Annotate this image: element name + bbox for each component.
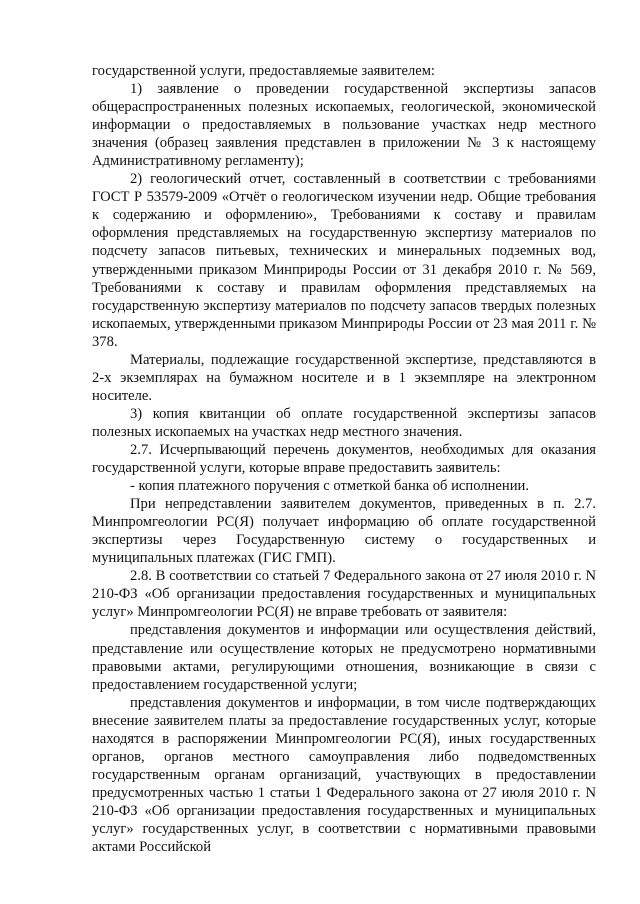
paragraph-item-3-receipt: 3) копия квитанции об оплате государственной экспертизы запасов полезных ископаемых на участках недр местного значения.: [92, 405, 596, 440]
document-page: [92, 62, 596, 856]
paragraph-requirement-2: представления документов и информации, в том числе подтверждающих внесение заявителем платы за предоставление государственных услуг, которые находятся в распоряжении Минпромгеологии РС(Я), иных государственных органов, органов местного самоуправления либо подведомственных государственным органам организаций, участвующих в предоставлении предусмотренных частью 1 статьи 1 Федерального закона от 27 июля 2010 г. N 210-ФЗ «Об организации предоставления государственных и муниципальных услуг» государственных услуг, в соответствии с нормативными правовыми актами Российской: [92, 694, 596, 856]
paragraph-intro: государственной услуги, предоставляемые заявителем:: [92, 63, 435, 79]
paragraph-item-2-geological-report: 2) геологический отчет, составленный в соответствии с требованиями ГОСТ Р 53579-2009 «Отчёт о геологическом изучении недр. Общие требования к содержанию и оформлению», Требованиями к составу и правилам оформления представляемых на государственную экспертизу материалов по подсчету запасов питьевых, технических и минеральных подземных вод, утвержденными приказом Минприроды России от 31 декабря 2010 г. № 569, Требованиями к составу и правилам оформления представляемых на государственную экспертизу материалов по подсчету запасов твердых полезных ископаемых, утвержденными приказом Минприроды России от 23 мая 2011 г. № 378.: [92, 171, 596, 350]
paragraph-payment-order: - копия платежного поручения с отметкой банка об исполнении.: [130, 478, 529, 495]
paragraph-section-2-8: 2.8. В соответствии со статьей 7 Федерального закона от 27 июля 2010 г. N 210-ФЗ «Об организации предоставления государственных и муниципальных услуг» Минпромгеологии РС(Я) не вправе требовать от заявителя:: [92, 568, 596, 621]
paragraph-item-1-application: 1) заявление о проведении государственной экспертизы запасов общераспространенных полезных ископаемых, геологической, экономической информации о предоставляемых в пользование участках недр местного значения (образец заявления представлен в приложении № 3 к настоящему Административному регламенту);: [92, 81, 596, 170]
paragraph-non-submission: При непредставлении заявителем документов, приведенных в п. 2.7. Минпромгеологии РС(Я) получает информацию об оплате государственной экспертизы через Государственную систему о государственных и муниципальных платежах (ГИС ГМП).: [92, 496, 596, 567]
paragraph-requirement-1: представления документов и информации или осуществления действий, представление или осуществление которых не предусмотрено нормативными правовыми актами, регулирующими отношения, возникающие в связи с предоставлением государственной услуги;: [92, 622, 596, 693]
paragraph-section-2-7: 2.7. Исчерпывающий перечень документов, необходимых для оказания государственной услуги, которые вправе предоставить заявитель:: [92, 441, 596, 477]
paragraph-materials-copies: Материалы, подлежащие государственной экспертизе, представляются в 2-х экземплярах на бумажном носителе и в 1 экземпляре на электронном носителе.: [92, 351, 596, 404]
